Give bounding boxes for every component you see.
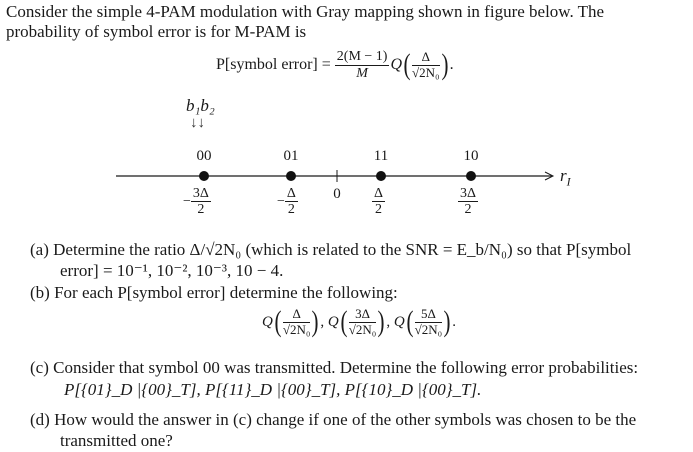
left-paren: (	[403, 48, 411, 81]
part-c-probabilities: P[{01}_D |{00}_T], P[{11}_D |{00}_T], P[{10}_D |{00}_T].	[64, 380, 482, 399]
bit-label: b₁b₂	[186, 96, 215, 115]
part-d: (d) How would the answer in (c) change if one of the other symbols was chosen to be the	[30, 410, 637, 429]
coord-00: − $\frac{3\Delta}{2}$	[183, 186, 209, 218]
axis-line	[0, 160, 693, 190]
part-a-line-2: error] = 10⁻¹, 10⁻², 10⁻³, 10 − 4.	[60, 261, 284, 280]
zero-label: 0	[333, 186, 341, 202]
constellation-point-01	[286, 171, 296, 181]
point-bits-11: 11	[373, 148, 389, 164]
axis-label-ri: $r_I$	[560, 166, 571, 189]
part-a: (a) Determine the ratio Δ/√2N₀ (which is related to the SNR = E_b/N₀) so that P[symbol	[30, 240, 632, 259]
constellation-point-00	[199, 171, 209, 181]
point-bits-01: 01	[283, 148, 299, 164]
formula-coefficient: $\frac{2(M - 1)}{M}$	[336, 49, 388, 81]
part-b: (b) For each P[symbol error] determine the following:	[30, 283, 398, 302]
part-c: (c) Consider that symbol 00 was transmitted. Determine the following error probabilities:	[30, 358, 639, 377]
pam-constellation-figure	[0, 90, 693, 230]
point-bits-10: 10	[463, 148, 479, 164]
coord-01: − $\frac{\Delta}{2}$	[277, 186, 296, 218]
intro-line-1: Consider the simple 4-PAM modulation with Gray mapping shown in figure below. The	[6, 2, 605, 21]
constellation-point-10	[466, 171, 476, 181]
formula-lhs: P[symbol error] =	[216, 56, 331, 73]
coord-11: $\frac{\Delta}{2}$	[374, 186, 384, 218]
q-function-list: Q ( $\frac{\Delta}{\text{√2N₀}}$ ) , Q ( $\frac{3\Delta}{\text{√2N₀}}$ ) , Q ( $\frac{5\Delta}{\text{√2N₀}}$ ) .	[262, 305, 456, 338]
formula-argument: $\frac{\Delta}{\text{√2N₀}}$	[412, 49, 440, 80]
constellation-point-11	[376, 171, 386, 181]
point-bits-00: 00	[196, 148, 212, 164]
coord-10: $\frac{3\Delta}{2}$	[460, 186, 477, 218]
q-function: Q	[390, 56, 403, 73]
symbol-error-formula: P[symbol error] = $\frac{2(M - 1)}{M}$ Q ( $\frac{\Delta}{\text{√2N₀}}$ ) .	[216, 48, 454, 81]
right-paren: )	[441, 48, 449, 81]
down-arrows-icon: ↓↓	[190, 115, 205, 131]
part-d-line-2: transmitted one?	[60, 431, 173, 450]
intro-line-2: probability of symbol error is for M-PAM is	[6, 22, 307, 41]
